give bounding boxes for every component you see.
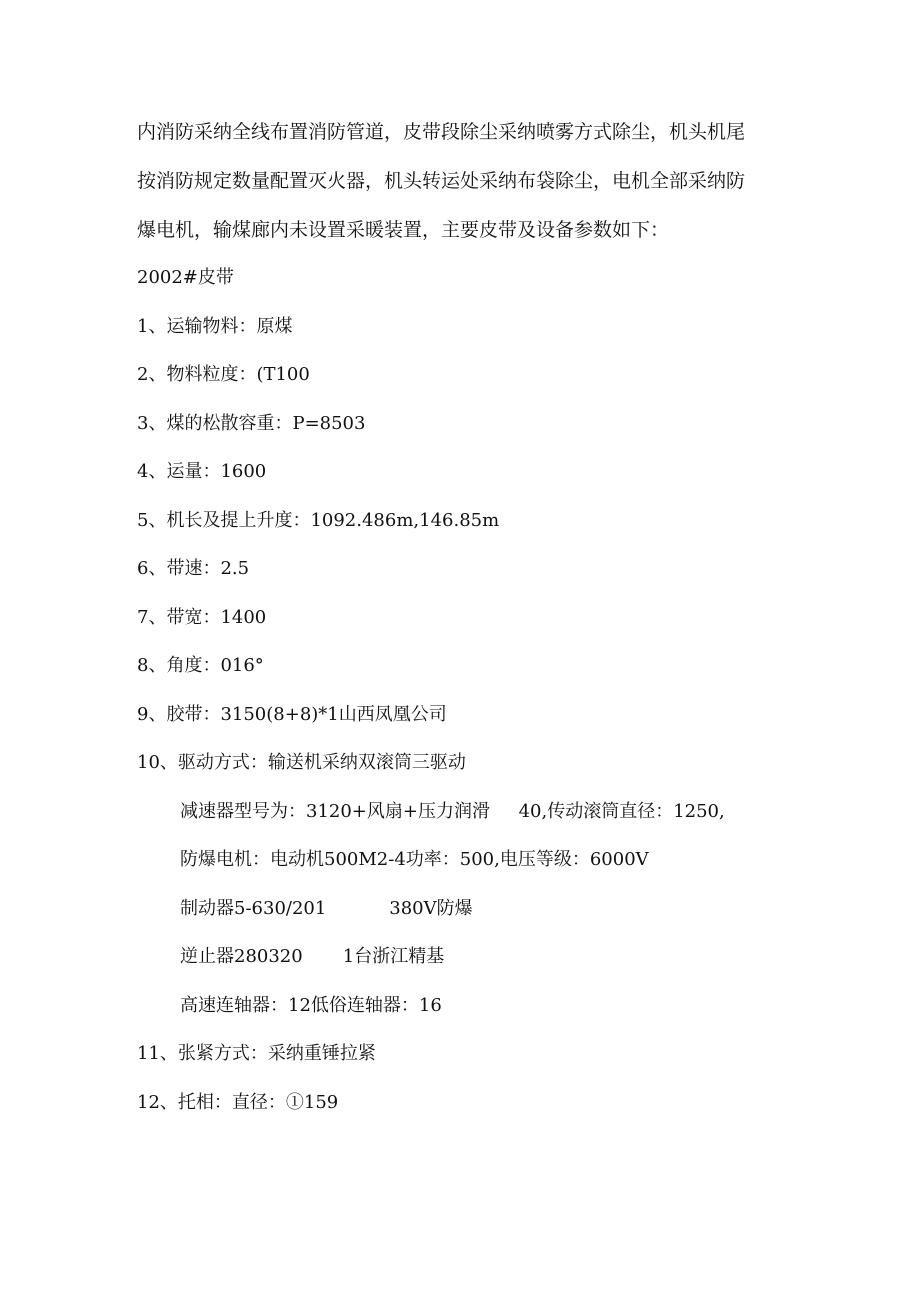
intro-line-2: 按消防规定数量配置灭火器，机头转运处采纳布袋除尘，电机全部采纳防: [137, 170, 746, 192]
drive-detail-brake: 制动器5-630/201 380V防爆: [180, 898, 473, 919]
drive-detail-reducer: 减速器型号为：3120+风扇+压力润滑 40,传动滚筒直径：1250,: [180, 801, 725, 822]
section-title: 2002#皮带: [137, 267, 234, 288]
list-item-3: 3、煤的松散容重：P=8503: [137, 413, 366, 434]
intro-line-3: 爆电机，输煤廊内未设置采暖装置，主要皮带及设备参数如下：: [137, 219, 670, 241]
list-item-2: 2、物料粒度：(T100: [137, 364, 310, 385]
list-item-9: 9、胶带：3150(8+8)*1山西凤凰公司: [137, 704, 447, 725]
list-item-5: 5、机长及提上升度：1092.486m,146.85m: [137, 510, 500, 531]
list-item-7: 7、带宽：1400: [137, 607, 267, 628]
list-item-12: 12、托相：直径：①159: [137, 1092, 339, 1113]
list-item-10: 10、驱动方式：输送机采纳双滚筒三驱动: [137, 752, 466, 773]
list-item-8: 8、角度：016°: [137, 655, 264, 676]
list-item-1: 1、运输物料：原煤: [137, 316, 293, 337]
list-item-6: 6、带速：2.5: [137, 558, 250, 579]
drive-detail-coupling: 高速连轴器：12低俗连轴器：16: [180, 995, 442, 1016]
drive-detail-motor: 防爆电机：电动机500M2-4功率：500,电压等级：6000V: [180, 849, 649, 870]
list-item-4: 4、运量：1600: [137, 461, 267, 482]
drive-detail-backstop: 逆止器280320 1台浙江精基: [180, 946, 445, 967]
list-item-11: 11、张紧方式：采纳重锤拉紧: [137, 1043, 376, 1064]
intro-line-1: 内消防采纳全线布置消防管道，皮带段除尘采纳喷雾方式除尘，机头机尾: [137, 121, 746, 143]
